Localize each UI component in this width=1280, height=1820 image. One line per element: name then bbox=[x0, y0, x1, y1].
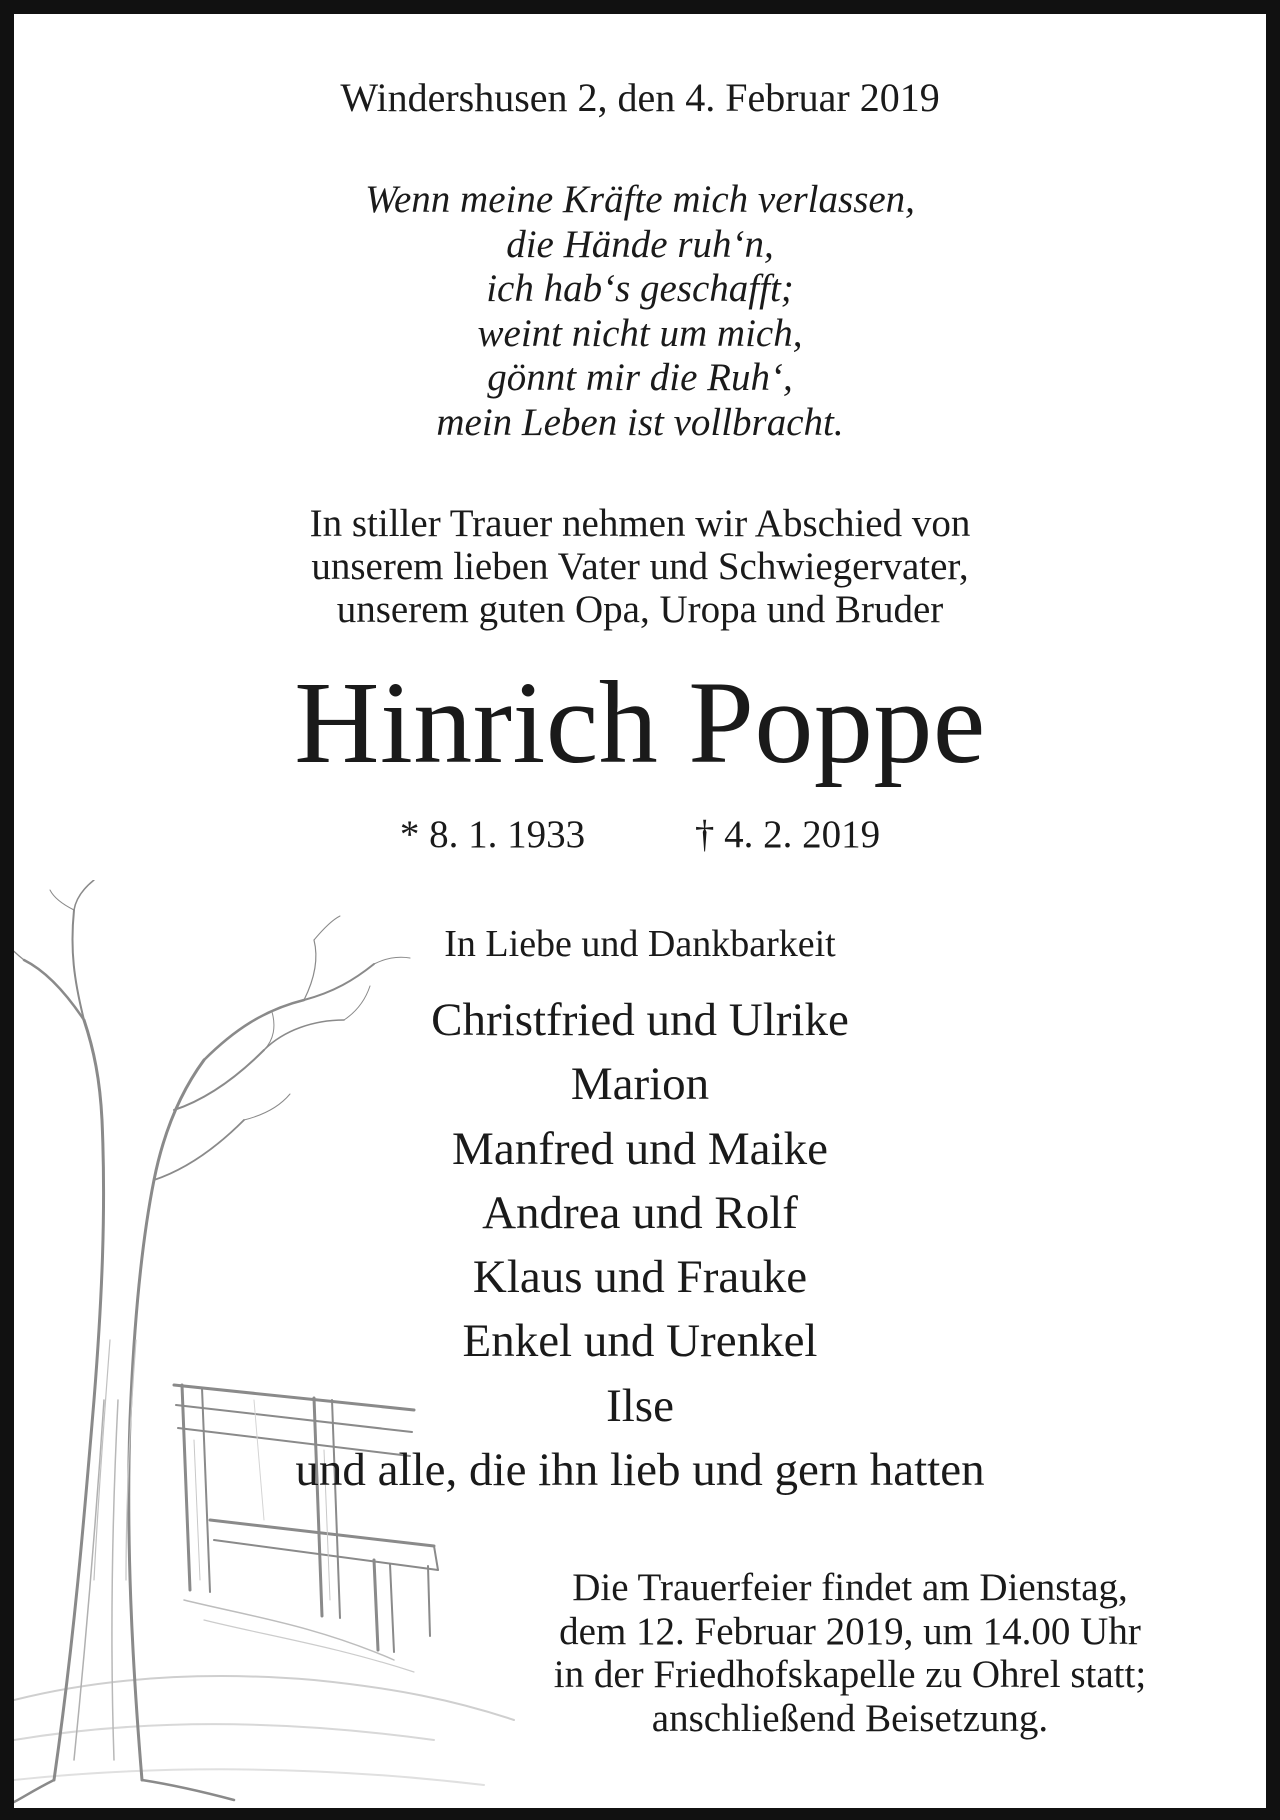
poem-line: die Hände ruh‘n, bbox=[506, 222, 774, 266]
life-dates bbox=[0, 812, 1280, 857]
family-member: Marion bbox=[570, 1058, 710, 1111]
service-line: Die Trauerfeier findet am Dienstag, bbox=[572, 1566, 1128, 1609]
intro-line: In stiller Trauer nehmen wir Abschied von bbox=[309, 502, 971, 545]
family-member: Ilse bbox=[606, 1379, 674, 1432]
love-line: In Liebe und Dankbarkeit bbox=[444, 923, 836, 965]
deceased-name: Hinrich Poppe bbox=[294, 657, 986, 788]
family-member: Klaus und Frauke bbox=[472, 1251, 808, 1304]
death-date: † 4. 2. 2019 bbox=[694, 813, 881, 856]
service-line: dem 12. Februar 2019, um 14.00 Uhr bbox=[559, 1609, 1141, 1653]
intro-line: unserem lieben Vater und Schwiegervater, bbox=[311, 545, 969, 588]
birth-date: * 8. 1. 1933 bbox=[399, 813, 586, 856]
family-member: Christfried und Ulrike bbox=[431, 994, 849, 1046]
family-member: Enkel und Urenkel bbox=[462, 1315, 818, 1368]
poem-line: mein Leben ist vollbracht. bbox=[436, 400, 844, 444]
family-member: Andrea und Rolf bbox=[482, 1186, 798, 1239]
poem-line: gönnt mir die Ruh‘, bbox=[487, 356, 793, 399]
family-member: und alle, die ihn lieb und gern hatten bbox=[295, 1444, 985, 1497]
poem-line: weint nicht um mich, bbox=[477, 311, 803, 355]
poem-line: Wenn meine Kräfte mich verlassen, bbox=[365, 178, 915, 221]
family-member: Manfred und Maike bbox=[452, 1122, 828, 1175]
poem-line: ich hab‘s geschafft; bbox=[486, 267, 794, 310]
intro-text bbox=[0, 502, 1280, 631]
intro-line: unserem guten Opa, Uropa und Bruder bbox=[336, 588, 944, 631]
service-line: anschließend Beisetzung. bbox=[651, 1696, 1049, 1740]
poem bbox=[0, 178, 1280, 445]
service-info bbox=[470, 1566, 1230, 1740]
family-list bbox=[0, 988, 1280, 1502]
service-line: in der Friedhofskapelle zu Ohrel statt; bbox=[553, 1653, 1147, 1696]
place-and-date: Windershusen 2, den 4. Februar 2019 bbox=[340, 75, 940, 120]
